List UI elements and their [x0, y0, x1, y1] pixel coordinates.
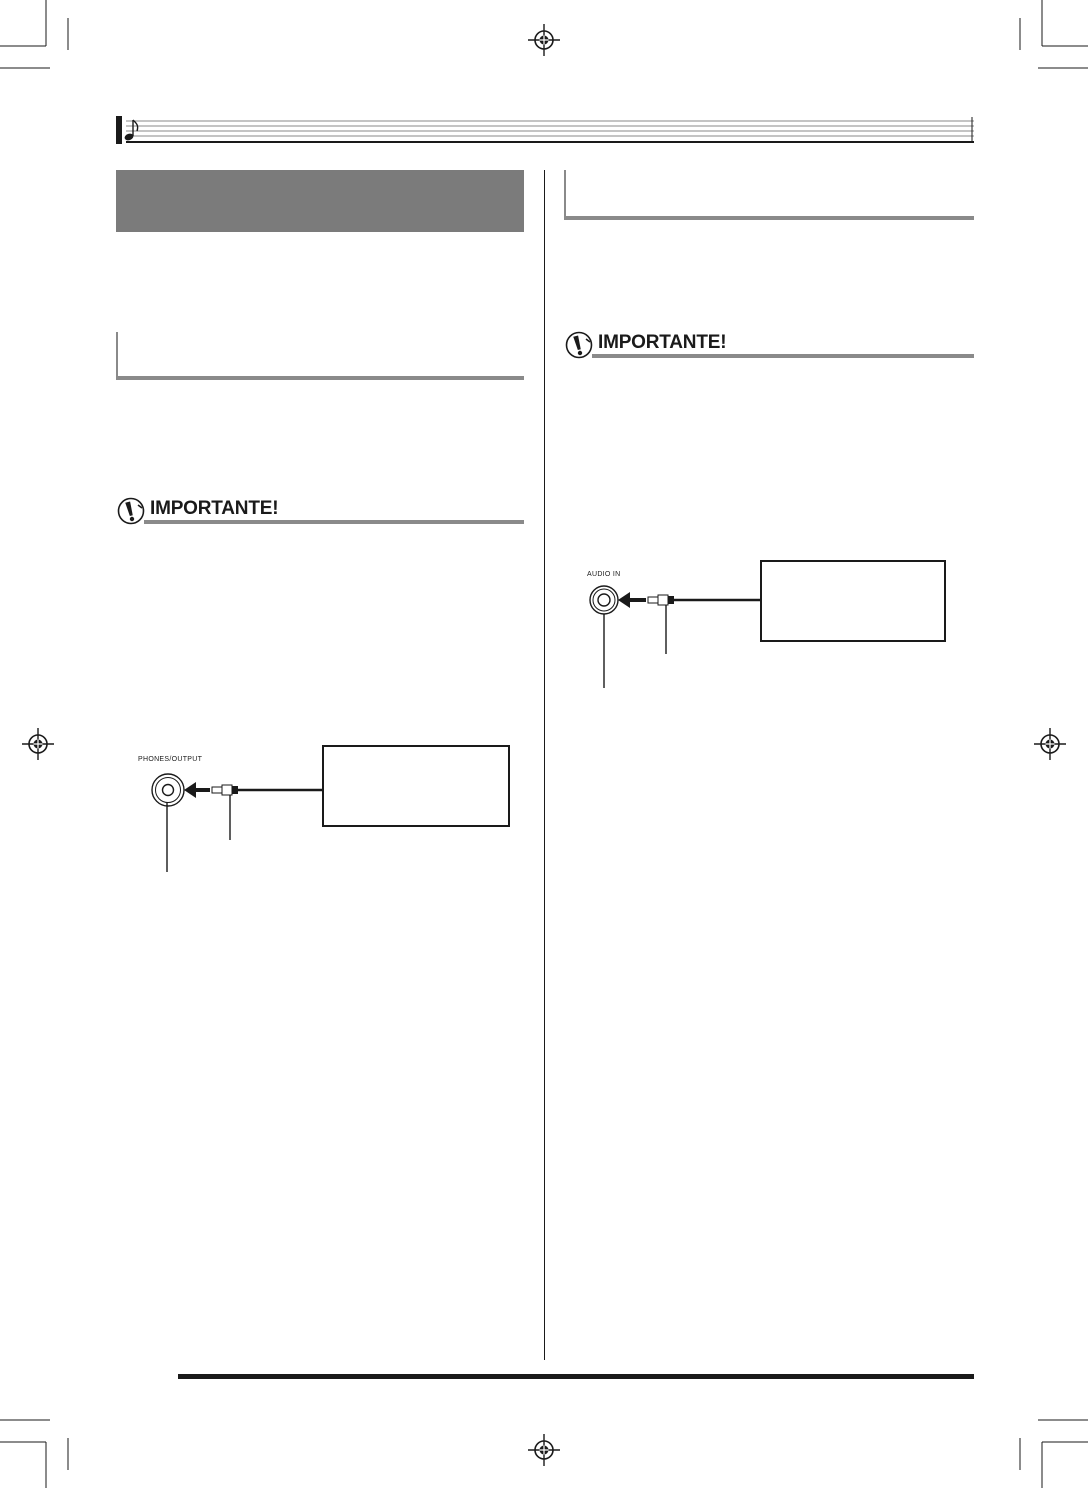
registration-mark-icon — [526, 22, 562, 58]
phones-output-diagram — [140, 766, 340, 878]
subsection-heading-frame — [564, 170, 974, 220]
registration-mark-icon — [20, 726, 56, 762]
external-device-box — [322, 745, 510, 827]
important-notice — [116, 496, 524, 526]
phones-output-label: PHONES/OUTPUT — [138, 756, 203, 763]
important-rule — [592, 354, 974, 358]
subsection-heading-frame — [116, 332, 524, 380]
section-banner — [116, 170, 524, 232]
music-note-icon — [122, 117, 144, 143]
header-staff — [116, 116, 974, 146]
audio-in-label: AUDIO IN — [587, 571, 621, 578]
registration-mark-icon — [526, 1432, 562, 1468]
important-notice — [564, 330, 974, 360]
external-device-box — [760, 560, 946, 642]
exclamation-icon — [116, 496, 146, 526]
exclamation-icon — [564, 330, 594, 360]
important-title: IMPORTANTE! — [598, 332, 727, 353]
footer-rule — [178, 1374, 974, 1379]
audio-in-diagram — [580, 580, 770, 692]
important-title: IMPORTANTE! — [150, 498, 279, 519]
important-rule — [144, 520, 524, 524]
column-divider — [544, 170, 545, 1360]
registration-mark-icon — [1032, 726, 1068, 762]
